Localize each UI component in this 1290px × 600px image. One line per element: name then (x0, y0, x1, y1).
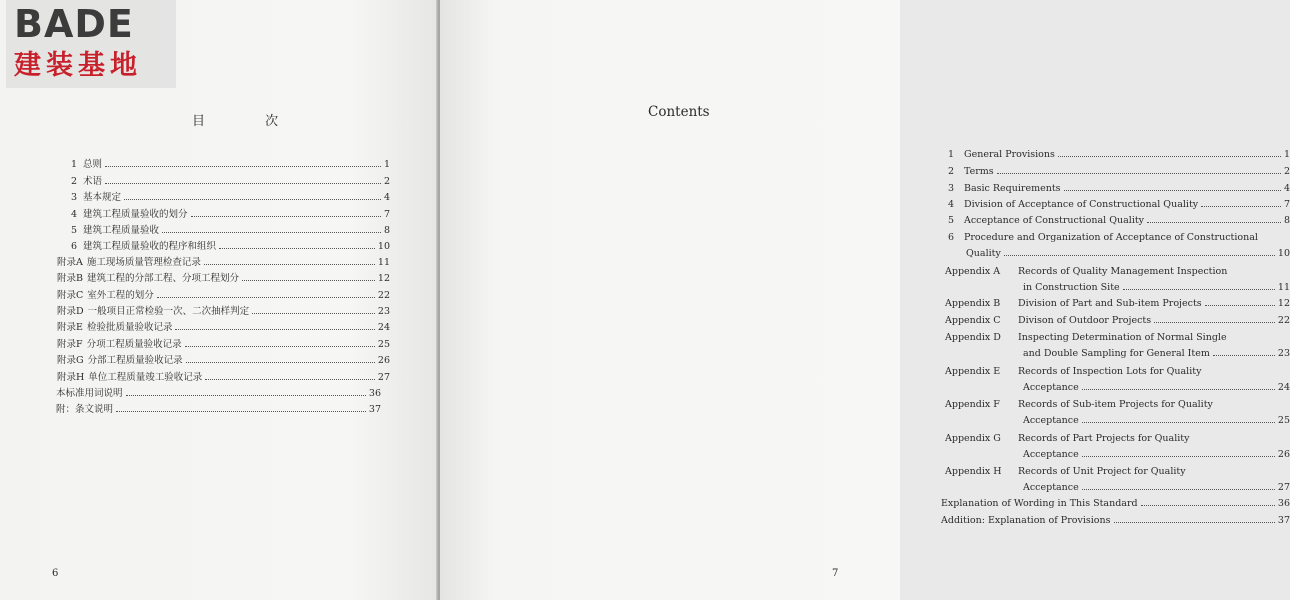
toc-entry-page: 4 (1283, 183, 1290, 194)
toc-entry-number: 3 (70, 192, 78, 203)
toc-entry (65, 222, 390, 236)
right-page-title: Contents (648, 104, 710, 120)
toc-dot-leader (1082, 422, 1275, 423)
toc-entry-title: Terms (964, 166, 994, 177)
toc-entry-continuation (966, 248, 1290, 259)
toc-entry (56, 401, 381, 415)
toc-entry-number: Appendix B (945, 298, 1001, 309)
left-page-title: 目 次 (192, 114, 307, 129)
toc-entry-title-cont: Acceptance (1023, 482, 1079, 493)
toc-entry-title: 本标准用词说明 (56, 388, 123, 399)
toc-entry-continuation (1023, 415, 1290, 426)
toc-entry-page: 26 (1277, 449, 1290, 460)
toc-dot-leader (1123, 289, 1275, 290)
toc-entry-title: Records of Quality Management Inspection (1018, 266, 1228, 277)
toc-dot-leader (997, 173, 1281, 174)
toc-entry (948, 183, 1290, 194)
toc-entry (945, 399, 1290, 410)
toc-entry-number: 附录D (57, 306, 84, 317)
toc-entry-title: Division of Acceptance of Constructional Quality (964, 199, 1199, 210)
toc-dot-leader (205, 379, 375, 380)
toc-entry-continuation (1023, 348, 1290, 359)
toc-dot-leader (126, 395, 366, 396)
logo-sub-text: 建装基地 (14, 50, 142, 81)
toc-dot-leader (1141, 505, 1275, 506)
toc-entry-number: 4 (70, 209, 78, 220)
toc-entry (948, 166, 1290, 177)
toc-entry-title: Division of Part and Sub-item Projects (1018, 298, 1202, 309)
toc-entry-title: General Provisions (964, 149, 1055, 160)
toc-entry-page: 25 (377, 339, 390, 350)
toc-entry-title: Explanation of Wording in This Standard (941, 498, 1138, 509)
toc-entry-title: 建筑工程的分部工程、分项工程划分 (86, 273, 239, 284)
toc-entry-number: Appendix H (945, 466, 1002, 477)
toc-entry-number: 2 (70, 176, 78, 187)
toc-entry (945, 366, 1290, 377)
toc-entry-page: 24 (377, 322, 390, 333)
toc-entry (57, 319, 390, 333)
toc-entry-page: 10 (377, 241, 390, 252)
toc-entry-number: 1 (948, 149, 955, 160)
toc-dot-leader (219, 248, 375, 249)
toc-entry-page: 37 (368, 404, 381, 415)
toc-entry-number: 6 (948, 232, 955, 243)
toc-entry-page: 1 (383, 159, 390, 170)
toc-entry-title-cont: and Double Sampling for General Item (1023, 348, 1210, 359)
toc-dot-leader (116, 411, 366, 412)
toc-entry-number: Appendix A (945, 266, 1001, 277)
toc-dot-leader (1114, 522, 1275, 523)
toc-dot-leader (186, 362, 375, 363)
toc-entry-page: 7 (383, 209, 390, 220)
toc-entry-page: 25 (1277, 415, 1290, 426)
toc-entry (57, 303, 390, 317)
toc-entry-number: 附录E (57, 322, 83, 333)
toc-entry (57, 254, 390, 268)
toc-entry-title: 建筑工程质量验收的划分 (83, 209, 188, 220)
left-page-number: 6 (52, 568, 59, 579)
toc-entry-title: 室外工程的划分 (87, 290, 154, 301)
toc-entry (945, 315, 1290, 326)
toc-dot-leader (1154, 322, 1275, 323)
toc-entry-page: 7 (1283, 199, 1290, 210)
toc-dot-leader (124, 199, 381, 200)
toc-dot-leader (175, 329, 374, 330)
toc-entry-title: 术语 (83, 176, 103, 187)
toc-entry (57, 336, 390, 350)
toc-entry-number: 2 (948, 166, 955, 177)
toc-entry (941, 515, 1290, 526)
toc-dot-leader (1082, 456, 1275, 457)
right-page (440, 0, 1290, 600)
toc-dot-leader (1213, 355, 1275, 356)
toc-entry-title: 基本规定 (83, 192, 122, 203)
toc-entry-continuation (1023, 382, 1290, 393)
toc-entry-page: 2 (383, 176, 390, 187)
toc-entry-page: 11 (1277, 282, 1290, 293)
toc-entry (948, 199, 1290, 210)
toc-entry (945, 266, 1290, 277)
toc-dot-leader (1004, 255, 1275, 256)
toc-entry-title: Records of Part Projects for Quality (1018, 433, 1190, 444)
toc-entry-title-cont: Acceptance (1023, 415, 1079, 426)
toc-entry (941, 498, 1290, 509)
toc-entry (65, 173, 390, 187)
toc-entry (65, 238, 390, 252)
toc-dot-leader (242, 280, 375, 281)
toc-entry-title: 分项工程质量验收记录 (86, 339, 182, 350)
toc-dot-leader (185, 346, 375, 347)
toc-entry (945, 332, 1290, 343)
toc-entry-number: 附录G (57, 355, 84, 366)
toc-entry-title-cont: Acceptance (1023, 449, 1079, 460)
toc-entry-page: 22 (1277, 315, 1290, 326)
toc-dot-leader (1082, 389, 1275, 390)
toc-entry (65, 189, 390, 203)
toc-entry (945, 298, 1290, 309)
toc-entry (57, 270, 390, 284)
toc-entry-continuation (1023, 282, 1290, 293)
toc-entry-number: 4 (948, 199, 955, 210)
toc-entry-title: Procedure and Organization of Acceptance of Constructional (964, 232, 1258, 243)
toc-dot-leader (157, 297, 375, 298)
toc-entry-title: Records of Unit Project for Quality (1018, 466, 1186, 477)
toc-entry-page: 23 (377, 306, 390, 317)
toc-dot-leader (1082, 489, 1275, 490)
toc-entry-title: 单位工程质量竣工验收记录 (88, 372, 203, 383)
toc-entry-title: Records of Inspection Lots for Quality (1018, 366, 1202, 377)
toc-entry-page: 27 (1277, 482, 1290, 493)
toc-entry-number: 附录C (57, 290, 84, 301)
toc-entry-number: Appendix C (945, 315, 1001, 326)
toc-entry-number: 附录B (57, 273, 83, 284)
toc-entry-page: 1 (1283, 149, 1290, 160)
toc-entry-page: 8 (383, 225, 390, 236)
toc-entry-number: 5 (948, 215, 955, 226)
toc-entry-title: Basic Requirements (964, 183, 1061, 194)
toc-dot-leader (1201, 206, 1281, 207)
toc-entry (57, 352, 390, 366)
toc-entry-page: 2 (1283, 166, 1290, 177)
toc-dot-leader (105, 166, 381, 167)
toc-entry-title: 附：条文说明 (56, 404, 114, 415)
toc-entry (948, 232, 1290, 243)
toc-entry-title: Acceptance of Constructional Quality (964, 215, 1145, 226)
toc-dot-leader (1064, 190, 1281, 191)
toc-entry-page: 24 (1277, 382, 1290, 393)
toc-dot-leader (252, 313, 375, 314)
toc-entry-title: 总则 (83, 159, 103, 170)
toc-entry (948, 215, 1290, 226)
toc-entry-number: 1 (70, 159, 78, 170)
toc-entry-number: 5 (70, 225, 78, 236)
toc-entry-continuation (1023, 449, 1290, 460)
toc-entry (65, 156, 390, 170)
toc-entry-page: 23 (1277, 348, 1290, 359)
toc-dot-leader (1205, 305, 1275, 306)
toc-entry-title-cont: in Construction Site (1023, 282, 1120, 293)
toc-entry-number: Appendix G (945, 433, 1001, 444)
toc-entry (56, 385, 381, 399)
toc-entry-number: 附录A (57, 257, 83, 268)
toc-entry-title: Addition: Explanation of Provisions (941, 515, 1111, 526)
left-page (0, 0, 438, 600)
right-page-number: 7 (832, 568, 839, 579)
toc-entry-number: 3 (948, 183, 955, 194)
toc-dot-leader (162, 232, 381, 233)
toc-entry-number: 附录F (57, 339, 83, 350)
toc-entry-page: 36 (368, 388, 381, 399)
toc-entry-number: Appendix F (945, 399, 1000, 410)
toc-entry-number: Appendix E (945, 366, 1001, 377)
toc-entry-title-cont: Quality (966, 248, 1001, 259)
toc-dot-leader (1058, 156, 1281, 157)
toc-entry-title: 施工现场质量管理检查记录 (86, 257, 201, 268)
toc-entry-page: 12 (377, 273, 390, 284)
toc-entry-page: 27 (377, 372, 390, 383)
toc-entry-title: 建筑工程质量验收 (83, 225, 160, 236)
toc-entry-number: 6 (70, 241, 78, 252)
watermark-logo (6, 0, 176, 88)
toc-entry-title: 分部工程质量验收记录 (87, 355, 183, 366)
toc-entry (57, 369, 390, 383)
toc-entry-page: 4 (383, 192, 390, 203)
toc-entry-title: 一般项目正常检验一次、二次抽样判定 (87, 306, 250, 317)
toc-entry (945, 433, 1290, 444)
toc-dot-leader (1147, 222, 1281, 223)
toc-entry-title: 建筑工程质量验收的程序和组织 (83, 241, 217, 252)
toc-entry-title: 检验批质量验收记录 (86, 322, 173, 333)
toc-entry (57, 287, 390, 301)
toc-entry-page: 36 (1277, 498, 1290, 509)
toc-entry-title: Inspecting Determination of Normal Single (1018, 332, 1227, 343)
toc-entry (945, 466, 1290, 477)
toc-entry-page: 22 (377, 290, 390, 301)
toc-entry-number: Appendix D (945, 332, 1001, 343)
toc-entry-number: 附录H (57, 372, 85, 383)
toc-entry (948, 149, 1290, 160)
toc-entry-title: Divison of Outdoor Projects (1018, 315, 1152, 326)
toc-dot-leader (204, 264, 375, 265)
toc-entry-page: 37 (1277, 515, 1290, 526)
toc-entry (65, 206, 390, 220)
toc-entry-page: 11 (377, 257, 390, 268)
toc-entry-page: 10 (1277, 248, 1290, 259)
toc-entry-page: 12 (1277, 298, 1290, 309)
toc-entry-page: 8 (1283, 215, 1290, 226)
toc-dot-leader (191, 216, 381, 217)
logo-main-text: BADE (14, 2, 134, 46)
toc-entry-title-cont: Acceptance (1023, 382, 1079, 393)
toc-dot-leader (105, 183, 381, 184)
toc-entry-title: Records of Sub-item Projects for Quality (1018, 399, 1213, 410)
toc-entry-continuation (1023, 482, 1290, 493)
toc-entry-page: 26 (377, 355, 390, 366)
